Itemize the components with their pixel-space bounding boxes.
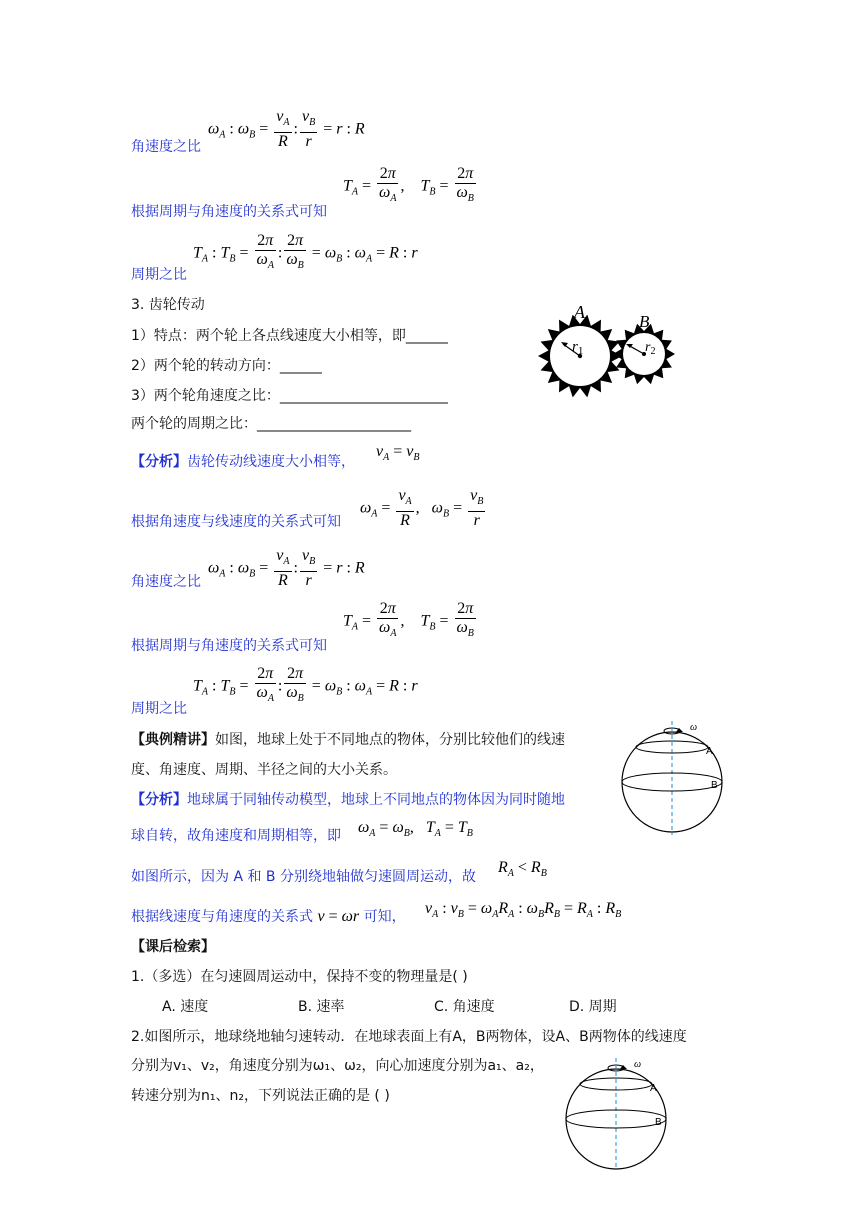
option-a[interactable]: A. 速度 xyxy=(162,999,209,1015)
formula-ra-rb: $R_A < R_B$ xyxy=(498,859,547,880)
homework-q2-line3: 转速分别为n₁、n₂，下列说法正确的是 ( ) xyxy=(131,1088,390,1104)
example-line2: 度、角速度、周期、半径之间的大小关系。 xyxy=(131,762,397,778)
gear-label-a: A xyxy=(574,302,585,322)
omega-label-1: ω xyxy=(690,722,698,733)
option-c[interactable]: C. 角速度 xyxy=(434,999,495,1015)
example-analysis-text-1: 地球属于同轴传动模型，地球上不同地点的物体因为同时随地 xyxy=(187,792,565,808)
omega-label-2: ω xyxy=(634,1059,642,1070)
gear-label-r1: $r_1$ xyxy=(572,339,584,357)
gear-ang-rel-label: 根据角速度与线速度的关系式可知 xyxy=(131,514,341,530)
gear-q1: 1）特点：两个轮上各点线速度大小相等，即______ xyxy=(131,328,448,344)
period-ratio-label-1: 周期之比 xyxy=(131,267,187,283)
formula-va-vb: $v_A = v_B$ xyxy=(376,443,420,464)
gear-period-rel-label: 根据周期与角速度的关系式可知 xyxy=(131,638,327,654)
ang-ratio-label-1: 角速度之比 xyxy=(131,139,201,155)
gear-ang-ratio-label: 角速度之比 xyxy=(131,574,201,590)
option-d[interactable]: D. 周期 xyxy=(569,999,617,1015)
formula-period-2: $T_A$ = $\frac{2\pi}{\omega_A}$ , $T_B$ = $\frac{2\pi}{\omega_B}$ xyxy=(343,600,474,640)
example-analysis-2: 球自转，故角速度和周期相等，即 xyxy=(131,828,341,844)
gear-label-r2: $r_2$ xyxy=(645,340,656,357)
option-b[interactable]: B. 速率 xyxy=(298,999,345,1015)
gear-analysis xyxy=(131,451,355,471)
homework-q1: 1.（多选）在匀速圆周运动中，保持不变的物理量是( ) xyxy=(131,969,468,985)
example-line1 xyxy=(131,729,565,749)
gear-q4: 两个轮的周期之比：______________________ xyxy=(131,416,411,432)
homework-q2-line1: 2.如图所示，地球绕地轴匀速转动．在地球表面上有A，B两物体，设A、B两物体的线速度 xyxy=(131,1029,687,1045)
earth-figure-1 xyxy=(612,717,732,835)
period-rel-label-1: 根据周期与角速度的关系式可知 xyxy=(131,204,327,220)
example-analysis-4 xyxy=(131,906,406,926)
homework-q1-options xyxy=(162,996,617,1016)
formula-omega-equal: $\omega_A = \omega_B$, $T_A = T_B$ xyxy=(358,819,473,840)
formula-omega-rel: $\omega_A$ = $\frac{v_A}{R}$ , $\omega_B$ = $\frac{v_B}{r}$ xyxy=(360,487,484,530)
formula-velocity-ratio: $v_A$ : $v_B = \omega_AR_A$ : $\omega_BR_B = R_A$ : $R_B$ xyxy=(425,900,622,921)
homework-heading: 【课后检索】 xyxy=(131,939,215,955)
example-analysis-3: 如图所示，因为 A 和 B 分别绕地轴做匀速圆周运动，故 xyxy=(131,869,476,885)
formula-period-ratio-2: $T_A$ : $T_B$ = $\frac{2\pi}{\omega_A}$ : $\frac{2\pi}{\omega_B}$ = $\omega_B$ : $\omega_A = R$ : r xyxy=(193,665,418,705)
example-tag: 【典例精讲】 xyxy=(131,732,215,748)
formula-period-1: $T_A$ = $\frac{2\pi}{\omega_A}$ , $T_B$ = $\frac{2\pi}{\omega_B}$ xyxy=(343,165,474,205)
gear-figure xyxy=(536,298,686,408)
example-analysis-1 xyxy=(131,789,565,809)
gear-heading: 3. 齿轮传动 xyxy=(131,297,205,313)
gear-analysis-text: 齿轮传动线速度大小相等， xyxy=(187,454,355,470)
example-analysis-text-4b: 可知， xyxy=(363,909,406,925)
gear-label-b: B xyxy=(639,312,650,331)
formula-v-omega-r: v = ωr xyxy=(317,908,360,925)
formula-omega-ratio-2: $\omega_A$ : $\omega_B$ = $\frac{v_A}{R}$ : $\frac{v_B}{r}$ = r : R xyxy=(208,547,365,590)
earth-figure-2 xyxy=(556,1054,676,1172)
example-analysis-text-4a: 根据线速度与角速度的关系式 xyxy=(131,909,313,925)
gear-q3: 3）两个轮角速度之比：________________________ xyxy=(131,388,448,404)
label-b-2: B xyxy=(655,1117,662,1128)
homework-q2-line2: 分别为v₁、v₂，角速度分别为ω₁、ω₂，向心加速度分别为a₁、a₂， xyxy=(131,1058,544,1074)
gear-analysis-tag: 【分析】 xyxy=(131,454,187,470)
gear-q2: 2）两个轮的转动方向：______ xyxy=(131,358,322,374)
gear-period-ratio-label: 周期之比 xyxy=(131,701,187,717)
label-a-2: A xyxy=(650,1083,657,1094)
formula-period-ratio-1: $T_A$ : $T_B$ = $\frac{2\pi}{\omega_A}$ : $\frac{2\pi}{\omega_B}$ = $\omega_B$ : $\omega_A = R$ : r xyxy=(193,232,418,272)
example-analysis-tag: 【分析】 xyxy=(131,792,187,808)
label-a-1: A xyxy=(706,746,713,757)
example-text-1: 如图，地球上处于不同地点的物体，分别比较他们的线速 xyxy=(215,732,565,748)
label-b-1: B xyxy=(711,780,718,791)
formula-omega-ratio-1: $\omega_A$ : $\omega_B$ = $\frac{v_A}{R}$ : $\frac{v_B}{r}$ = r : R xyxy=(208,108,365,151)
